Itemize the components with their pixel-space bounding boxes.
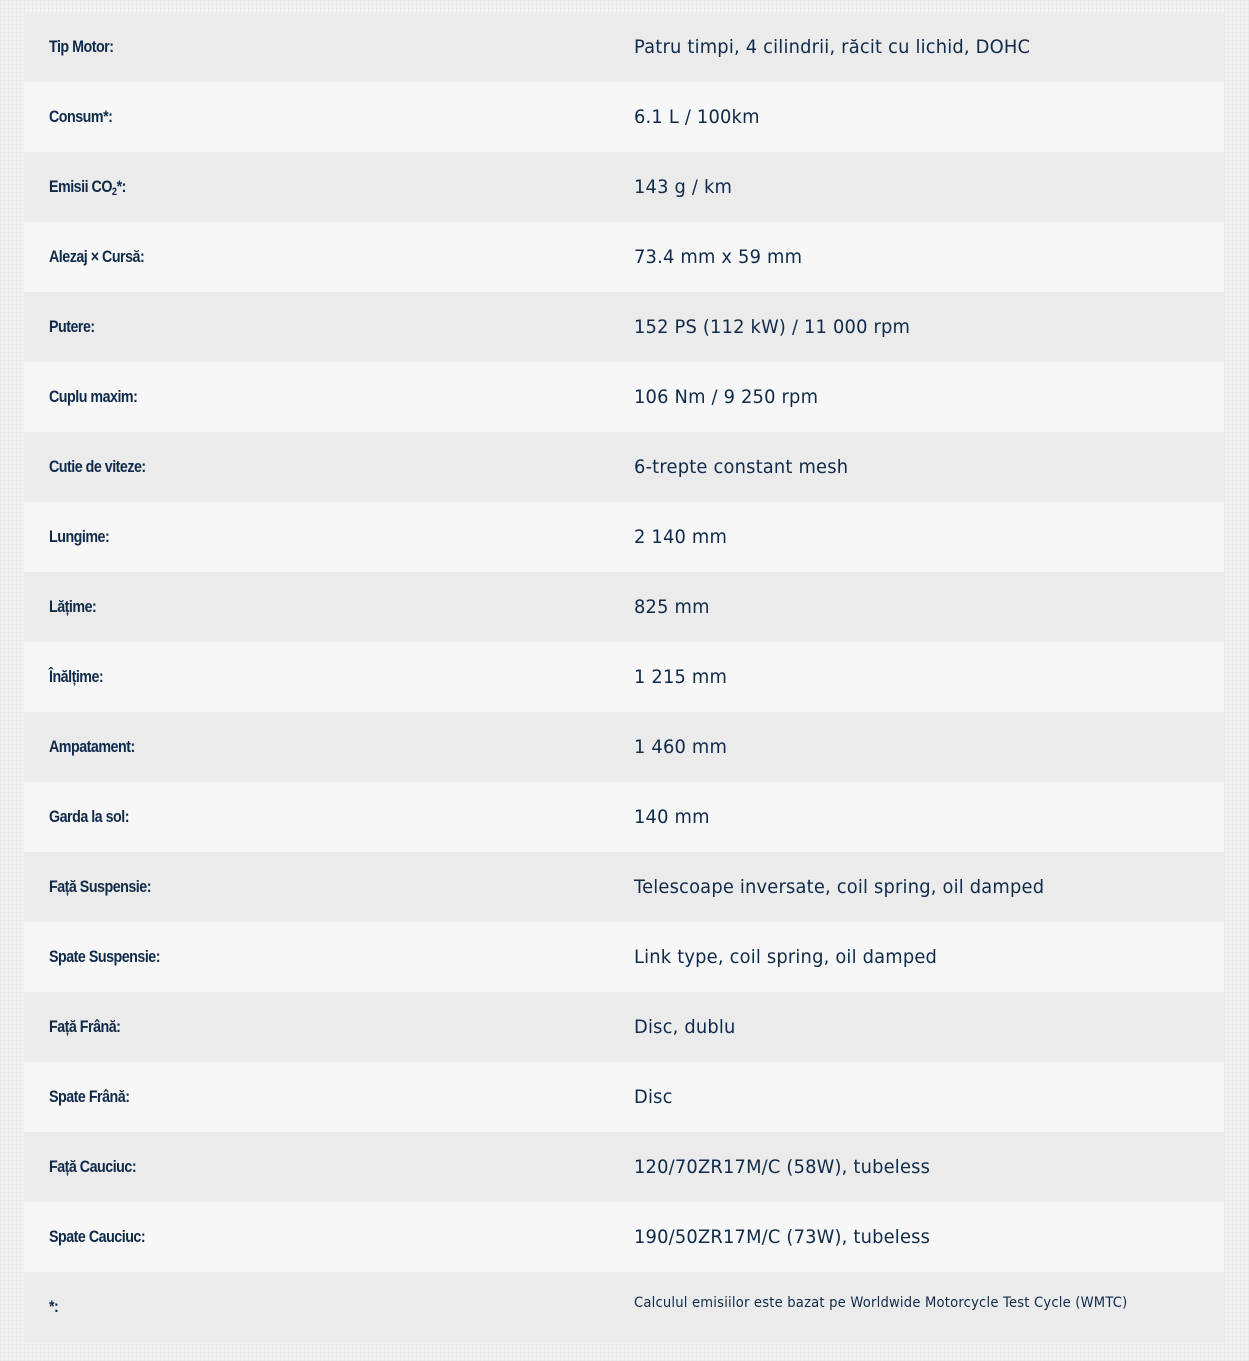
spec-row-spate-frana [24,1062,1224,1132]
spec-label: Consum*: [49,107,113,126]
spec-label: Înălțime: [49,667,104,686]
footnote-text: Calculul emisiilor este bazat pe Worldwide Motorcycle Test Cycle (WMTC) [634,1295,1128,1311]
co2-label-suffix: *: [116,177,126,196]
spec-value: 6-trepte constant mesh [634,456,849,478]
spec-value: 73.4 mm x 59 mm [634,246,803,268]
spec-label: Spate Frână: [49,1087,130,1106]
spec-value: 152 PS (112 kW) / 11 000 rpm [634,316,911,338]
spec-row-alezaj-cursa [24,222,1224,292]
spec-value: 140 mm [634,806,710,828]
spec-value: 143 g / km [634,176,733,198]
spec-row-putere [24,292,1224,362]
spec-label: Garda la sol: [49,807,129,826]
spec-value: Disc, dublu [634,1016,736,1038]
spec-value: 825 mm [634,596,710,618]
spec-value: 6.1 L / 100km [634,106,760,128]
spec-label [49,152,126,222]
spec-label: Față Cauciuc: [49,1157,137,1176]
co2-label-text: Emisii CO [49,177,112,196]
spec-value: Link type, coil spring, oil damped [634,946,938,968]
spec-value: Disc [634,1086,673,1108]
spec-row-fata-frana [24,992,1224,1062]
spec-row-cuplu-maxim [24,362,1224,432]
spec-label: Față Suspensie: [49,877,151,896]
spec-value: Telescoape inversate, coil spring, oil damped [634,876,1045,898]
spec-label: Cuplu maxim: [49,387,138,406]
spec-label: Tip Motor: [49,37,114,56]
spec-row-fata-cauciuc [24,1132,1224,1202]
spec-row-tip-motor [24,12,1224,82]
spec-value: Patru timpi, 4 cilindrii, răcit cu lichid, DOHC [634,36,1031,58]
spec-value: 106 Nm / 9 250 rpm [634,386,819,408]
spec-label: Față Frână: [49,1017,121,1036]
spec-row-latime [24,572,1224,642]
spec-row-ampatament [24,712,1224,782]
spec-row-consum [24,82,1224,152]
spec-row-spate-cauciuc [24,1202,1224,1272]
spec-row-cutie-viteze [24,432,1224,502]
spec-row-lungime [24,502,1224,572]
spec-label: Lungime: [49,527,110,546]
spec-label: Putere: [49,317,95,336]
spec-row-garda-sol [24,782,1224,852]
spec-row-spate-suspensie [24,922,1224,992]
specs-table [24,12,1224,1342]
spec-row-fata-suspensie [24,852,1224,922]
spec-value: 1 460 mm [634,736,728,758]
spec-label: Alezaj × Cursă: [49,247,145,266]
spec-label: Cutie de viteze: [49,457,146,476]
spec-label: Spate Suspensie: [49,947,160,966]
co2-subscript: 2 [111,186,117,198]
spec-row-inaltime [24,642,1224,712]
spec-label: Ampatament: [49,737,135,756]
spec-row-emisii-co2 [24,152,1224,222]
footnote-marker: *: [49,1297,59,1316]
spec-value: 190/50ZR17M/C (73W), tubeless [634,1226,931,1248]
spec-label: Lățime: [49,597,97,616]
spec-row-footnote [24,1272,1224,1342]
spec-value: 2 140 mm [634,526,728,548]
spec-value: 120/70ZR17M/C (58W), tubeless [634,1156,931,1178]
spec-label: Spate Cauciuc: [49,1227,146,1246]
spec-value: 1 215 mm [634,666,728,688]
